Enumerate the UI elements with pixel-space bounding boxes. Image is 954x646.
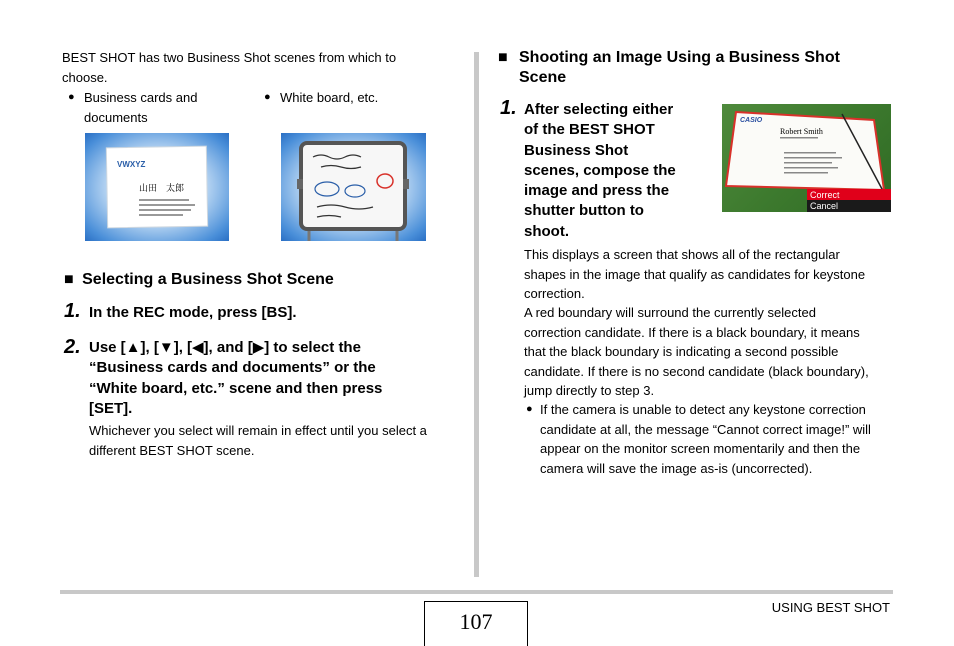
step-number: 1. [64,300,81,322]
section-heading: Shooting an Image Using a Business Shot Scene [519,49,840,86]
bullet-icon: ● [68,91,75,103]
left-step-2-note: Whichever you select will remain in effect until you select a different BEST SHOT scene. [89,423,427,458]
step-number: 1. [500,97,517,119]
column-divider [474,52,479,577]
section-shooting [498,48,889,88]
bullet-business-cards: ● Business cards and documents [68,90,198,125]
business-card-illustration [85,133,229,241]
bullet-white-board: ● White board, etc. [264,88,378,108]
bullet-icon: ● [264,91,271,103]
white-board-illustration [281,133,426,241]
menu-item-correct: Correct [810,190,840,200]
card-logo: VWXYZ [117,160,146,169]
right-step-1 [500,97,517,120]
page-number: 107 [424,601,528,646]
card-brand: CASIO [740,117,763,124]
keystone-screen-illustration [722,104,891,212]
keystone-screen-image [722,104,891,212]
square-bullet-icon: ■ [498,49,508,66]
step-number: 2. [64,336,81,358]
footer-rule [60,590,893,594]
card-name: 山田 太郎 [139,184,185,194]
card-person-name: Robert Smith [780,127,823,136]
para-boundary: A red boundary will surround the currently selected correction candidate. If there is a black boundary, it means that the black boundary is indicating a second possible candidate. If there is no second candidate (black boundary), jump directly to step 3. [524,305,869,398]
bullet-cannot-correct: ● If the camera is unable to detect any keystone correction candidate at all, the message “Cannot correct image!” will appear on the monitor screen momentarily and then the camera will save the image as-is (uncorrected). [526,402,871,476]
left-step-1 [64,300,81,323]
para-candidates: This displays a screen that shows all of the rectangular shapes in the image that qualify as candidates for keystone correction. [524,247,866,301]
business-card-image [85,133,229,241]
left-step-2 [64,336,81,359]
footer-section-label: USING BEST SHOT [771,600,890,615]
intro-text: BEST SHOT has two Business Shot scenes from which to choose. [62,50,397,85]
section-heading: Selecting a Business Shot Scene [82,271,334,288]
left-step-1-text: In the REC mode, press [BS]. [89,304,297,321]
section-selecting [64,270,334,290]
square-bullet-icon: ■ [64,271,74,288]
white-board-image [281,133,426,241]
menu-item-cancel: Cancel [810,201,839,211]
right-step-1-text: After selecting either of the BEST SHOT Business Shot scenes, compose the image and press the shutter button to shoot. [524,101,676,240]
bullet-icon: ● [526,403,533,415]
left-step-2-text: Use [▲], [▼], [◀], and [▶] to select the “Business cards and documents” or the “White board, etc.” scene and then press [SET]. [89,339,383,417]
